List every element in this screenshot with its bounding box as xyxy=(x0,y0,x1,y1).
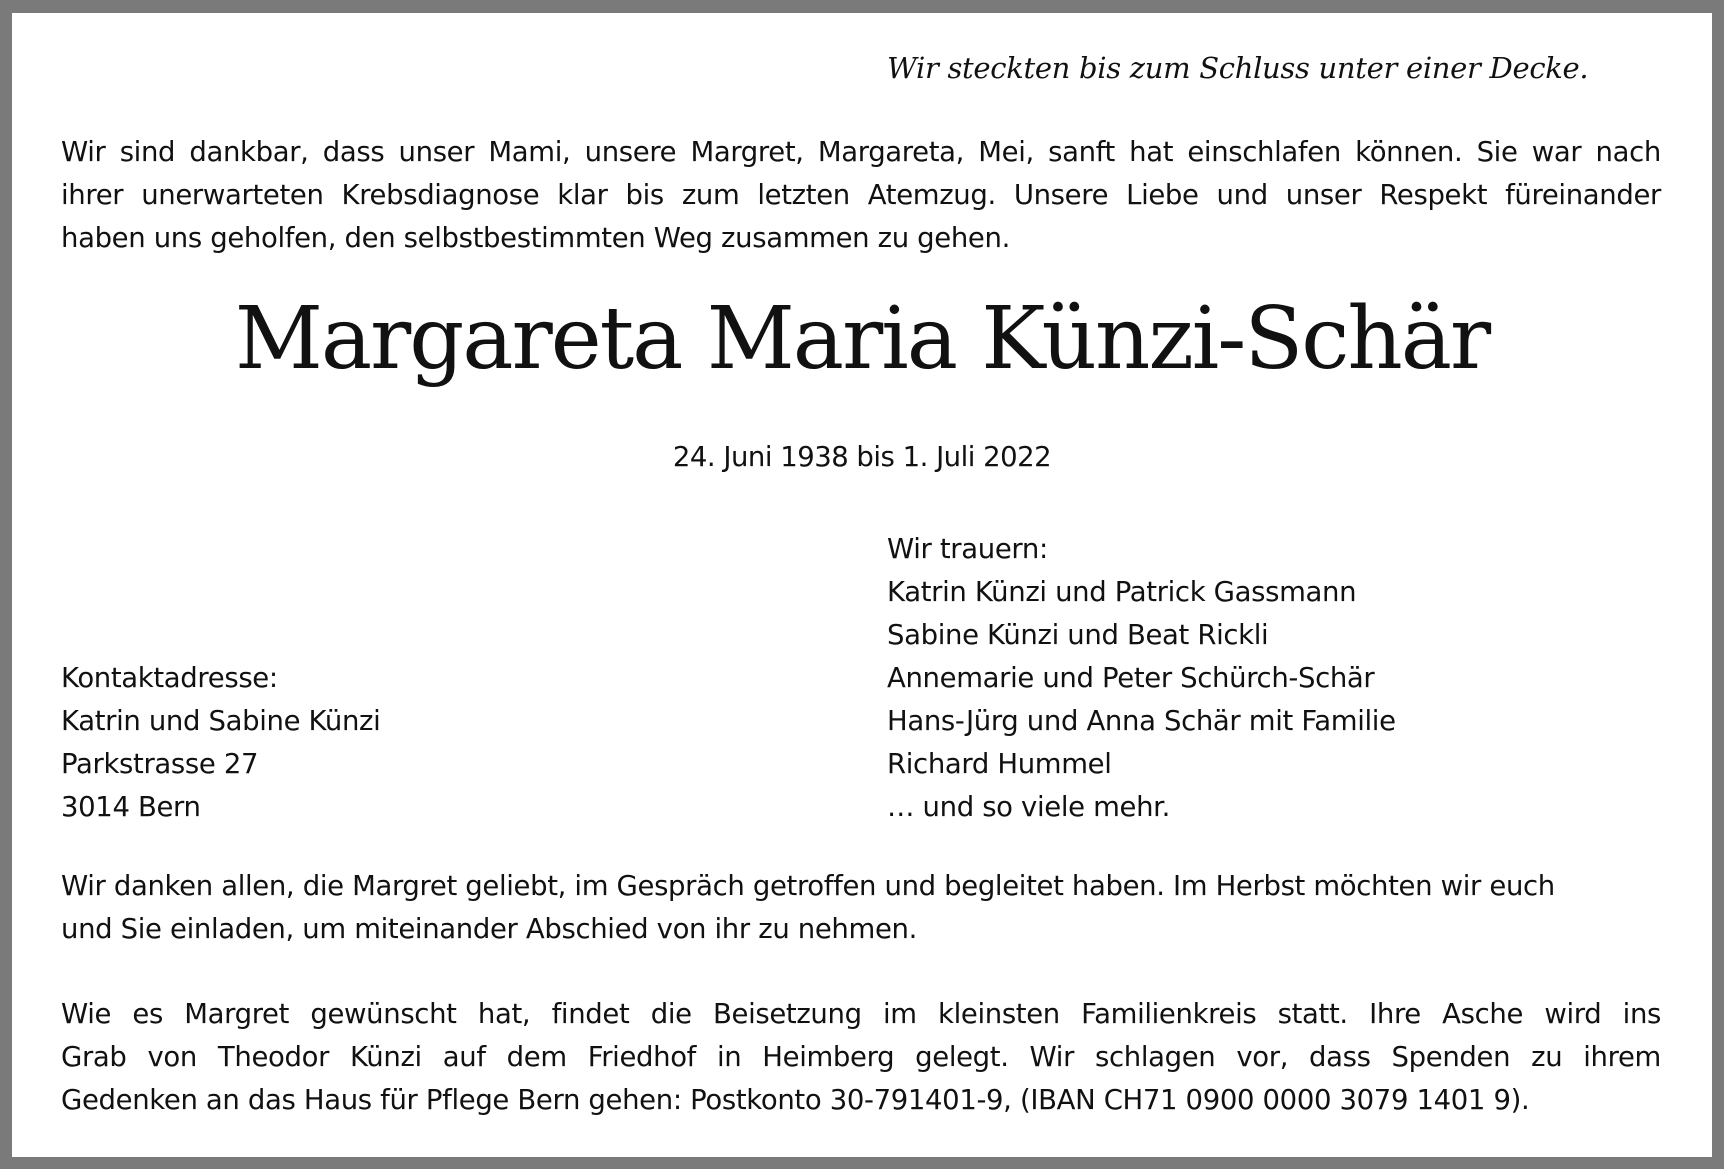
thanks-line: Wir danken allen, die Margret geliebt, im Gespräch getroffen und begleitet haben. Im Herbst möchten wir euch xyxy=(61,870,1555,902)
contact-address xyxy=(61,657,380,829)
life-dates: 24. Juni 1938 bis 1. Juli 2022 xyxy=(672,441,1052,473)
contact-line: Katrin und Sabine Künzi xyxy=(61,705,381,737)
contact-heading: Kontaktadresse: xyxy=(61,662,278,694)
intro-line: ihrer unerwarteten Krebsdiagnose klar bis zum letzten Atemzug. Unsere Liebe und unser Respekt füreinander xyxy=(61,179,1661,211)
contact-line: Parkstrasse 27 xyxy=(61,748,259,780)
mourner-name: Hans-Jürg und Anna Schär mit Familie xyxy=(887,705,1396,737)
mourner-name: Richard Hummel xyxy=(887,748,1112,780)
deceased-name: Margareta Maria Künzi-Schär xyxy=(234,289,1490,389)
intro-line: Wir sind dankbar, dass unser Mami, unsere Margret, Margareta, Mei, sanft hat einschlafen können. Sie war nach xyxy=(61,136,1661,168)
thanks-line: und Sie einladen, um miteinander Abschied von ihr zu nehmen. xyxy=(61,913,917,945)
intro-paragraph xyxy=(61,131,1661,260)
mourner-name: Annemarie und Peter Schürch-Schär xyxy=(887,662,1375,694)
thanks-paragraph xyxy=(61,865,1661,951)
mourner-name: Sabine Künzi und Beat Rickli xyxy=(887,619,1269,651)
burial-line: Gedenken an das Haus für Pflege Bern gehen: Postkonto 30-791401-9, (IBAN CH71 0900 0000 3079 1401 9). xyxy=(61,1084,1530,1116)
mourner-name: … und so viele mehr. xyxy=(887,791,1170,823)
burial-line: Wie es Margret gewünscht hat, findet die Beisetzung im kleinsten Familienkreis statt. Ihre Asche wird ins xyxy=(61,998,1661,1030)
contact-line: 3014 Bern xyxy=(61,791,201,823)
obituary-card xyxy=(12,13,1712,1157)
mourner-name: Katrin Künzi und Patrick Gassmann xyxy=(887,576,1357,608)
mourners-list xyxy=(887,528,1396,829)
burial-paragraph xyxy=(61,993,1661,1122)
intro-line: haben uns geholfen, den selbstbestimmten Weg zusammen zu gehen. xyxy=(61,222,1010,254)
mourners-heading: Wir trauern: xyxy=(887,533,1048,565)
motto-quote: Wir steckten bis zum Schluss unter einer Decke. xyxy=(887,51,1589,85)
burial-line: Grab von Theodor Künzi auf dem Friedhof in Heimberg gelegt. Wir schlagen vor, dass Spenden zu ihrem xyxy=(61,1041,1661,1073)
